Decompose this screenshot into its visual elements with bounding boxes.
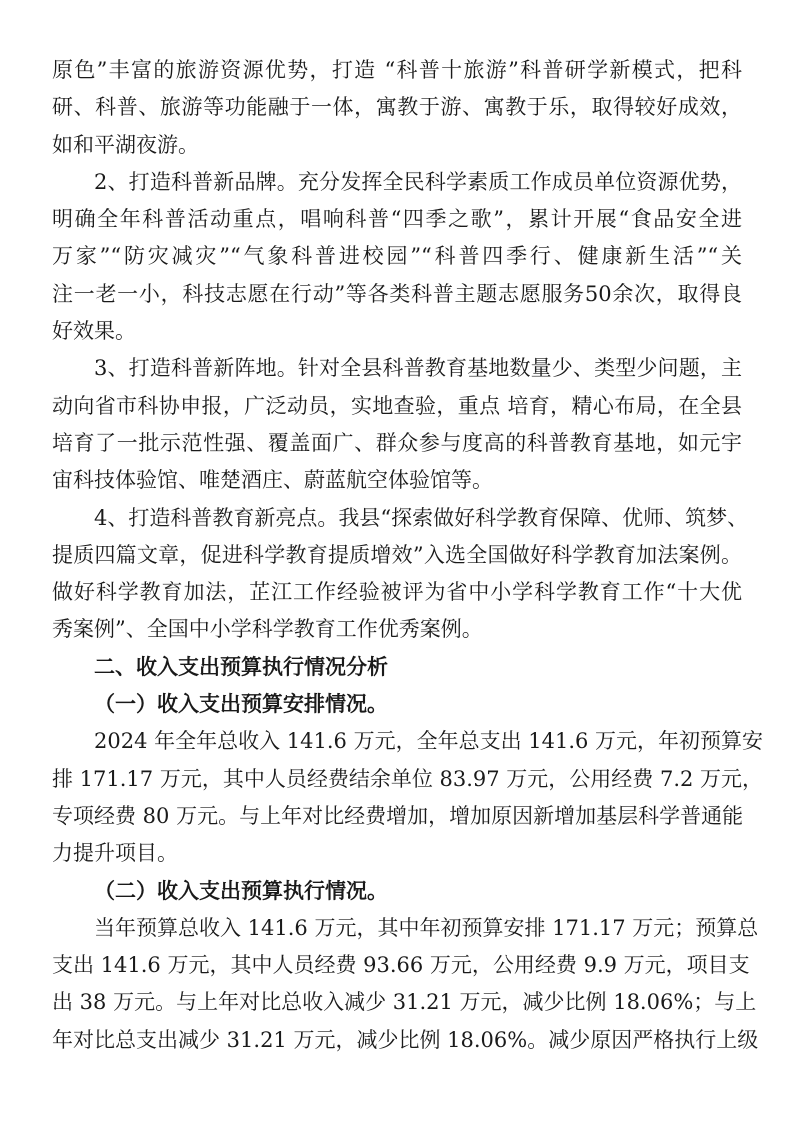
text-line: 万家”“防灾减灾”“气象科普进校园”“科普四季行、健康新生活”“关	[52, 244, 742, 269]
subsection-heading: （二）收入支出预算执行情况。	[94, 878, 388, 903]
text-line: 好效果。	[52, 319, 136, 344]
text-line: 宙科技体验馆、唯楚酒庄、蔚蓝航空体验馆等。	[52, 468, 493, 493]
text-line: 排 171.17 万元，其中人员经费结余单位 83.97 万元，公用经费 7.2 万元，	[52, 766, 764, 791]
text-line: 做好科学教育加法，芷江工作经验被评为省中小学科学教育工作“十大优	[52, 580, 742, 605]
text-line: 力提升项目。	[52, 841, 178, 866]
text-line: 如和平湖夜游。	[52, 132, 199, 157]
text-line: 当年预算总收入 141.6 万元，其中年初预算安排 171.17 万元；预算总	[94, 915, 759, 940]
text-line: 2024 年全年总收入 141.6 万元，全年总支出 141.6 万元，年初预算安	[94, 729, 764, 754]
text-line: 研、科普、旅游等功能融于一体，寓教于游、寓教于乐，取得较好成效，	[52, 95, 742, 120]
text-line: 出 38 万元。与上年对比总收入减少 31.21 万元，减少比例 18.06%；与上	[52, 990, 757, 1015]
text-line: 4、打造科普教育新亮点。我县“探索做好科学教育保障、优师、筑梦、	[94, 505, 749, 530]
text-line: 3、打造科普新阵地。针对全县科普教育基地数量少、类型少问题，主	[94, 356, 742, 381]
subsection-heading: （一）收入支出预算安排情况。	[94, 692, 388, 717]
text-line: 专项经费 80 万元。与上年对比经费增加，增加原因新增加基层科学普通能	[52, 803, 744, 828]
section-heading: 二、收入支出预算执行情况分析	[94, 654, 388, 679]
text-line: 提质四篇文章，促进科学教育提质增效”入选全国做好科学教育加法案例。	[52, 542, 742, 567]
text-line: 注一老一小，科技志愿在行动”等各类科普主题志愿服务50余次，取得良	[52, 281, 742, 306]
text-line: 秀案例”、全国中小学科学教育工作优秀案例。	[52, 617, 483, 642]
text-line: 2、打造科普新品牌。充分发挥全民科学素质工作成员单位资源优势，	[94, 169, 742, 194]
text-line: 明确全年科普活动重点，唱响科普“四季之歌”，累计开展“食品安全进	[52, 207, 742, 232]
document-page	[52, 52, 764, 1059]
text-line: 年对比总支出减少 31.21 万元，减少比例 18.06%。减少原因严格执行上级	[52, 1027, 759, 1052]
text-line: 原色”丰富的旅游资源优势，打造 “科普十旅游”科普研学新模式，把科	[52, 58, 742, 82]
text-line: 培育了一批示范性强、覆盖面广、群众参与度高的科普教育基地，如元宇	[52, 430, 742, 455]
text-line: 支出 141.6 万元，其中人员经费 93.66 万元，公用经费 9.9 万元，项目支	[52, 953, 750, 978]
text-line: 动向省市科协申报，广泛动员，实地查验，重点 培育，精心布局，在全县	[52, 393, 742, 418]
